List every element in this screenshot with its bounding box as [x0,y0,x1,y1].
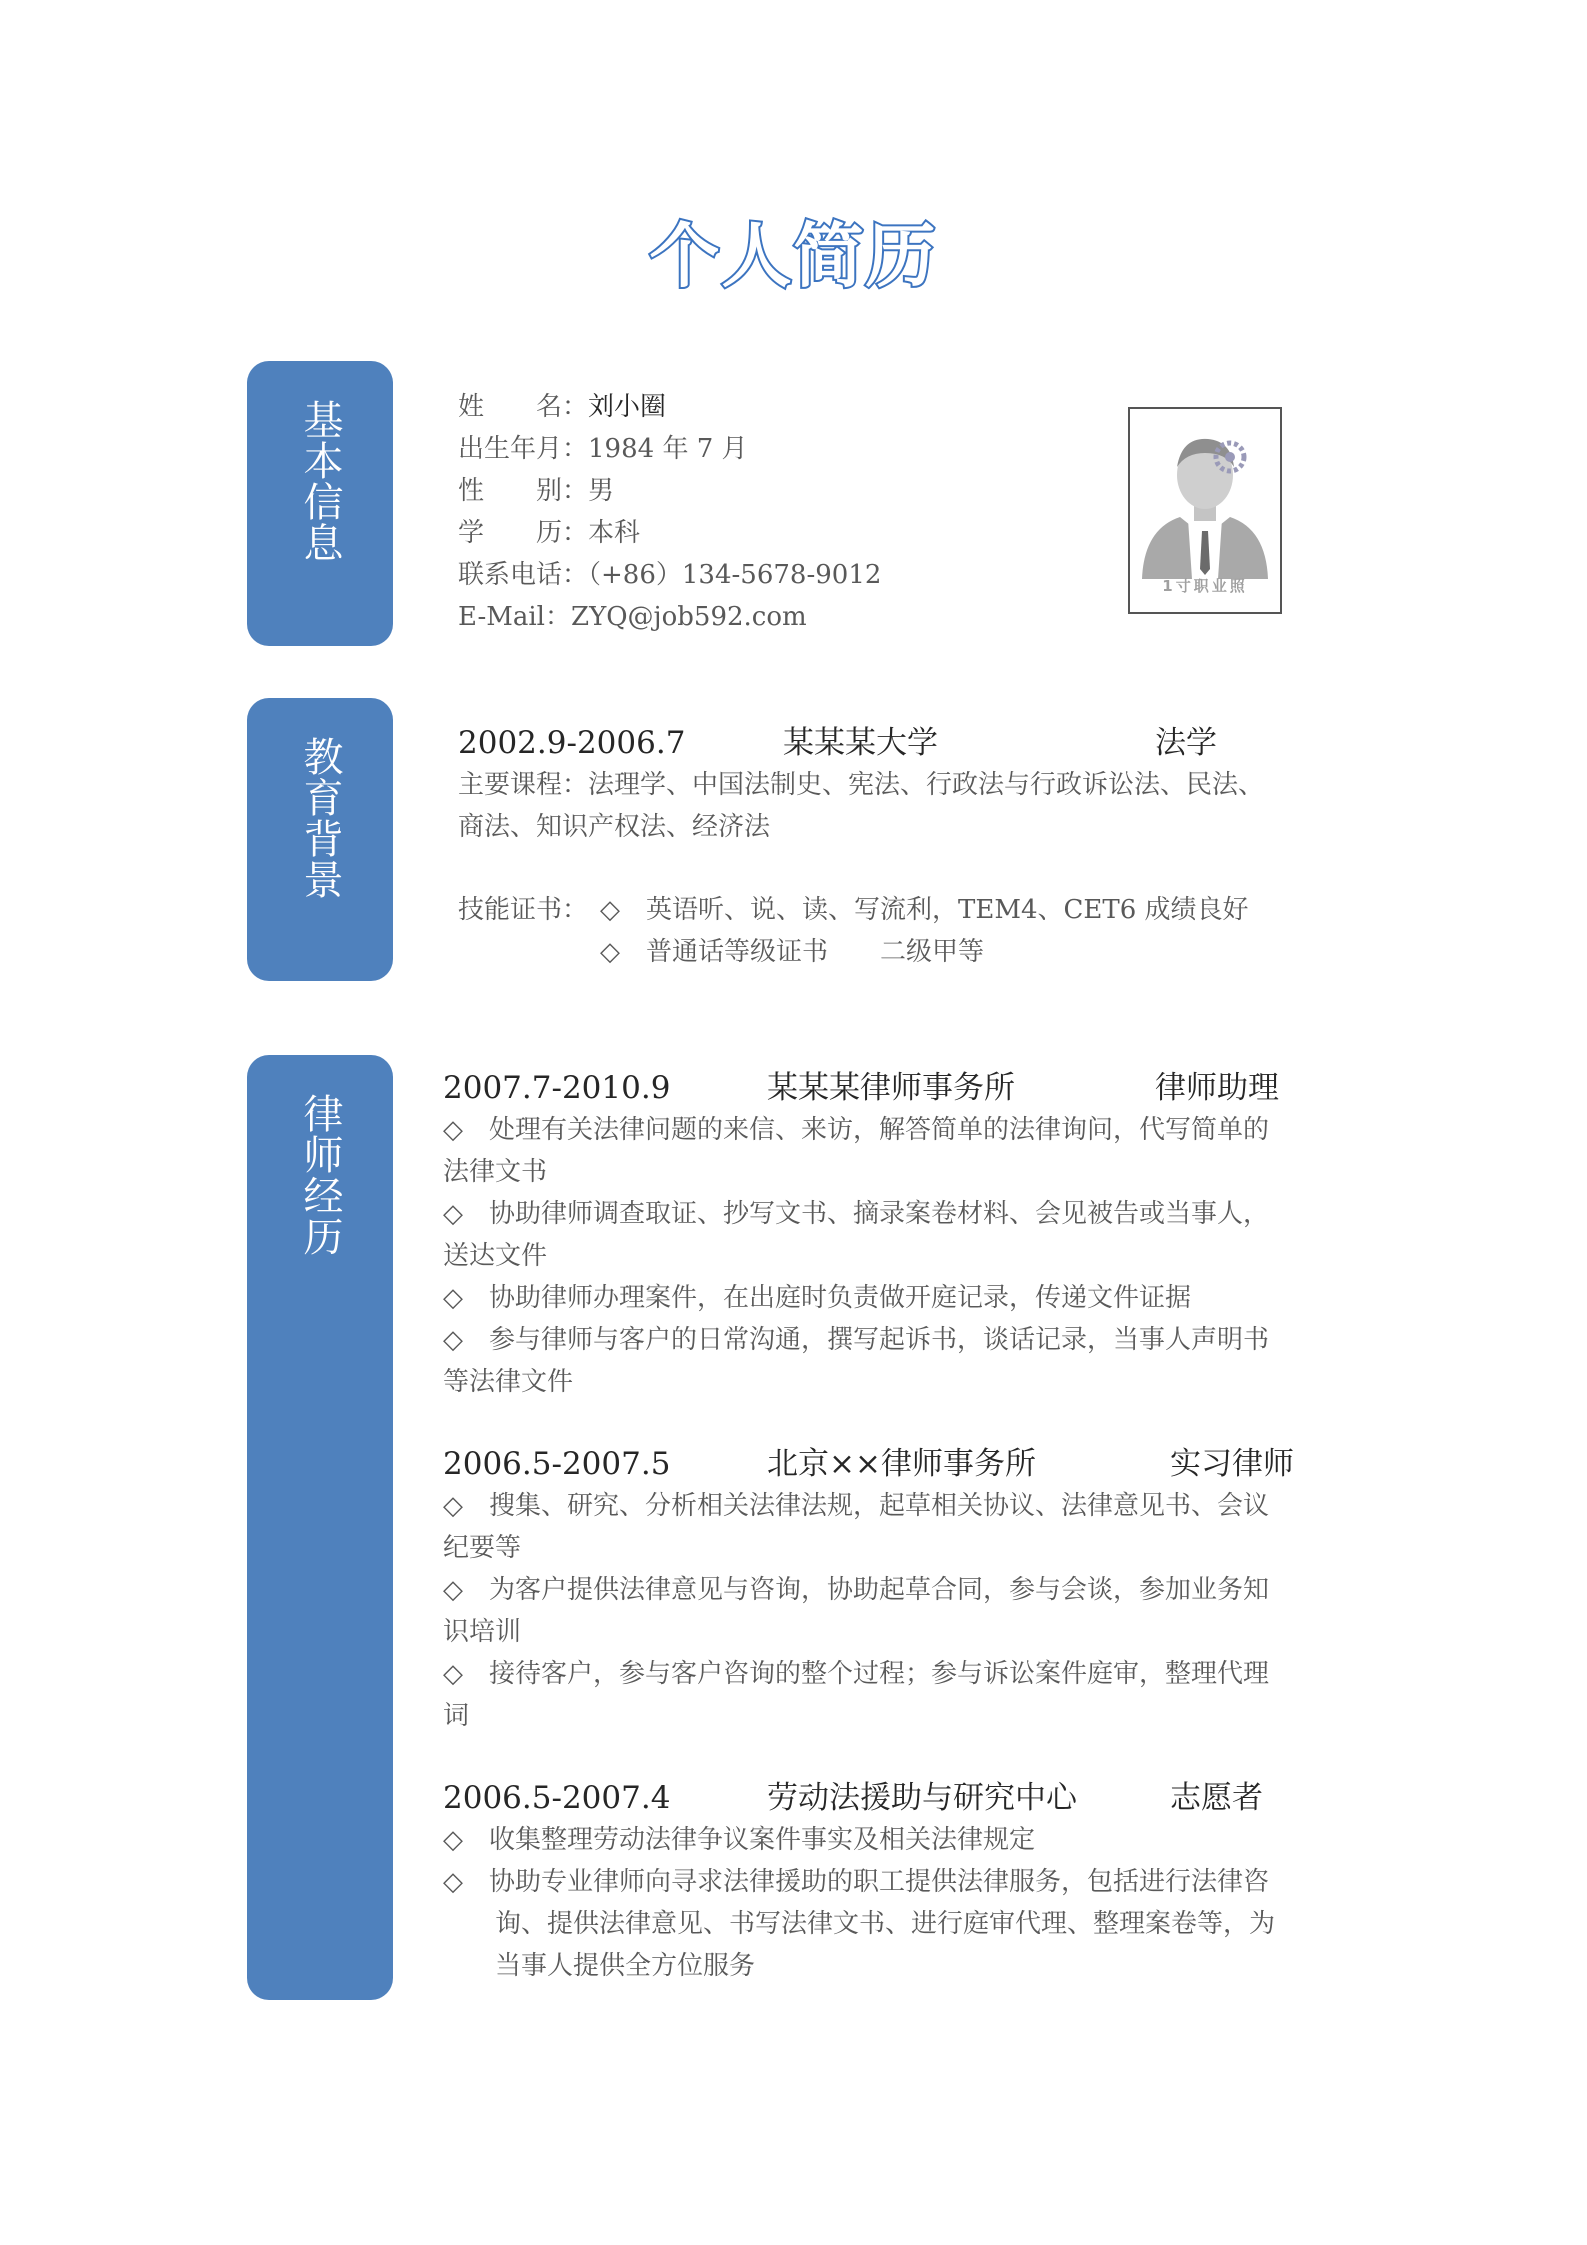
experience-line: 等法律文件 [443,1367,574,1397]
section-label-education: 教育背景 [297,736,343,900]
section-tab-education [247,698,393,981]
experience-line: ◇ 协助律师调查取证、抄写文书、摘录案卷材料、会见被告或当事人， [443,1199,1269,1229]
experience-line: ◇ 参与律师与客户的日常沟通，撰写起诉书，谈话记录，当事人声明书 [443,1325,1269,1355]
skills-label: 技能证书： [458,895,589,925]
skill-item: ◇ 英语听、说、读、写流利，TEM4、CET6 成绩良好 [600,895,1249,925]
experience-org: 北京××律师事务所 [767,1446,1036,1482]
experience-line: 法律文书 [443,1157,548,1187]
gender-label: 性 别： [458,476,589,506]
experience-line: ◇ 接待客户，参与客户咨询的整个过程；参与诉讼案件庭审，整理代理 [443,1659,1269,1689]
phone-value: （+86）134-5678-9012 [588,560,882,590]
experience-period: 2006.5-2007.4 [443,1780,671,1816]
profile-photo [1128,407,1282,614]
experience-line: 识培训 [443,1617,522,1647]
experience-line: ◇ 收集整理劳动法律争议案件事实及相关法律规定 [443,1825,1035,1855]
experience-line: ◇ 协助专业律师向寻求法律援助的职工提供法律服务，包括进行法律咨 [443,1867,1269,1897]
section-tab-experience [247,1055,393,2000]
degree-value: 本科 [588,518,641,548]
photo-caption: 1寸职业照 [1162,577,1248,595]
experience-role: 实习律师 [1170,1446,1294,1482]
experience-period: 2007.7-2010.9 [443,1070,671,1106]
experience-line: ◇ 搜集、研究、分析相关法律法规，起草相关协议、法律意见书、会议 [443,1491,1269,1521]
experience-details [443,1485,1348,1737]
phone-label: 联系电话： [458,560,589,590]
basic-info-block [458,386,881,638]
name-value: 刘小圈 [588,392,667,422]
experience-details [443,1109,1348,1403]
page-title: 个人简历 [649,215,938,297]
experience-role: 志愿者 [1170,1780,1263,1816]
experience-org: 某某某律师事务所 [767,1070,1015,1106]
name-label: 姓 名： [458,392,589,422]
experience-role: 律师助理 [1155,1070,1279,1106]
experience-line: ◇ 处理有关法律问题的来信、来访，解答简单的法律询问，代写简单的 [443,1115,1269,1145]
education-period: 2002.9-2006.7 [458,725,686,761]
skill-item: ◇ 普通话等级证书 二级甲等 [600,937,984,967]
email-row [458,596,881,638]
courses-line-1: 主要课程：法理学、中国法制史、宪法、行政法与行政诉讼法、民法、 [458,770,1265,800]
experience-org: 劳动法援助与研究中心 [767,1780,1077,1816]
experience-line: ◇ 为客户提供法律意见与咨询，协助起草合同，参与会谈，参加业务知 [443,1575,1269,1605]
email-label: E-Mail： [458,602,572,632]
birth-row [458,428,881,470]
section-label-experience: 律师经历 [297,1093,343,1257]
experience-line: 询、提供法律意见、书写法律文书、进行庭审代理、整理案卷等，为 [443,1909,1276,1939]
phone-row [458,554,881,596]
degree-row [458,512,881,554]
courses-line-2: 商法、知识产权法、经济法 [458,812,771,842]
experience-period: 2006.5-2007.5 [443,1446,671,1482]
section-label-basic-info: 基本信息 [297,399,343,563]
education-school: 某某某大学 [783,725,938,761]
experience-line: 当事人提供全方位服务 [443,1951,756,1981]
degree-label: 学 历： [458,518,589,548]
experience-line: 送达文件 [443,1241,548,1271]
experience-details [443,1819,1348,1987]
email-value: ZYQ@job592.com [571,602,807,632]
gender-value: 男 [588,476,615,506]
education-major: 法学 [1155,725,1217,761]
gender-row [458,470,881,512]
birth-label: 出生年月： [458,434,589,464]
section-tab-basic-info [247,361,393,646]
experience-line: 纪要等 [443,1533,522,1563]
birth-value: 1984 年 7 月 [588,434,748,464]
experience-line: ◇ 协助律师办理案件，在出庭时负责做开庭记录，传递文件证据 [443,1283,1191,1313]
name-row [458,386,881,428]
experience-line: 词 [443,1701,470,1731]
